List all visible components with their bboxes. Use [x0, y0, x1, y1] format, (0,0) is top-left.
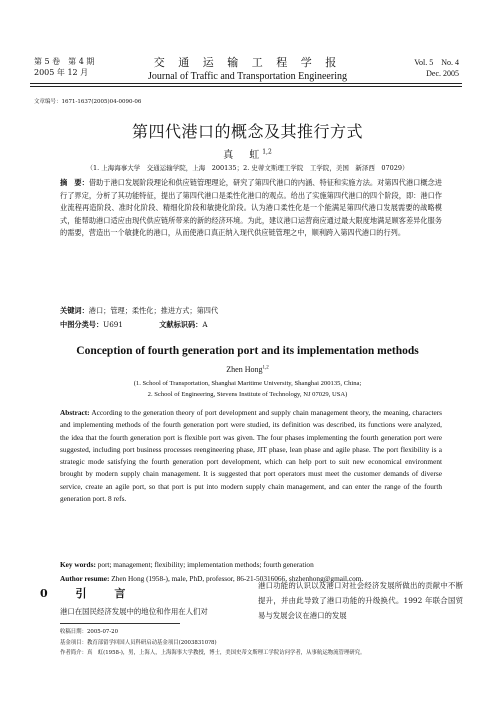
- footnote-received: 收稿日期：2005-07-20: [60, 629, 119, 635]
- affiliation-en: [40, 378, 455, 400]
- author-resume-text: Zhen Hong (1958-), male, PhD, professor, 86-21-50316066, shzhenhong@gmail.com.: [109, 574, 364, 583]
- footnote-fund: 基金项目：教育部留学回国人员科研启动基金项目(20038310?8): [60, 639, 217, 646]
- body-text-left: 港口在国民经济发展中的地位和作用在人们对: [60, 607, 208, 616]
- clc-label: 中图分类号：: [60, 320, 104, 329]
- abstract-cn-label: 摘 要：: [60, 178, 89, 187]
- abstract-en: [60, 407, 442, 505]
- footnote-author-bio: 作者简介：真 虹(1958-)，男，上海人，上海海事大学教授，博士，美国史蒂文斯理工学院访问学者，从事航运物流管理研究。: [60, 650, 366, 656]
- paper-title-cn: 第四代港口的概念及其推行方式: [131, 122, 363, 141]
- affiliation-en-line1: (1. School of Transportation, Shanghai Maritime University, Shanghai 200135, China;: [133, 380, 362, 387]
- journal-name-en: Journal of Traffic and Transportation Engineering: [148, 71, 347, 82]
- section-heading: 0 引 言: [40, 587, 138, 600]
- author-en: Zhen Hong: [226, 365, 263, 374]
- vol-en: Vol. 5 No. 4: [414, 58, 459, 67]
- author-resume-label: Author resume:: [60, 574, 110, 583]
- doc-code-label: 文献标识码：: [159, 320, 203, 329]
- journal-title-block: [130, 54, 365, 82]
- journal-volume-block: [414, 57, 459, 79]
- header-rule-thin: [30, 86, 462, 87]
- body-text-right: 港口功能的认识以及港口对社会经济发展所做出的贡献中不断提升，并由此导致了港口功能的升级换代。1992 年联合国贸易与发展会议在港口的发展: [258, 581, 463, 620]
- article-number: 文章编号：1671-1637(2005)04-0090-06: [34, 99, 142, 105]
- journal-name-cn: 交 通 运 输 工 程 学 报: [153, 56, 342, 69]
- doc-code-value: A: [202, 320, 208, 329]
- author-en-sup: 1,2: [262, 365, 269, 371]
- issue-cn: 第 5 卷 第 4 期: [34, 57, 95, 66]
- author-en-line: [40, 365, 455, 374]
- clc-value: U691: [103, 320, 123, 329]
- abstract-cn: [60, 177, 442, 240]
- classification-cn: [60, 320, 442, 330]
- abstract-en-text: According to the generation theory of port development and supply chain management theory, the meaning, characters and implementing methods of the fourth generation port were studied, its definition was described, its functions were analyzed, the idea that the fourth generation port is flexible port was given. The four phases implementing the fourth generation port were suggested, including port business processes reengineering phase, JIT phase, lean phase and agile phase. The port flexibility is a strategic mode satisfying the fourth generation port development, which can help port to suit new economical environment brought by modern supply chain management. It is suggested that port operators must meet the customer demands of diverse service, create an agile port, so that port is put into modern supply chain management, and can enter the range of the fourth generation port. 8 refs.: [60, 408, 442, 504]
- keywords-en-label: Key words:: [60, 560, 96, 569]
- keywords-cn-label: 关键词：: [60, 306, 89, 315]
- date-en: Dec. 2005: [426, 69, 459, 78]
- keywords-en: [60, 560, 442, 569]
- affiliation-en-line2: 2. School of Engineering, Stevens Institute of Technology, NJ 07029, USA): [147, 391, 348, 398]
- keywords-en-text: port; management; flexibility; implementation methods; fourth generation: [95, 560, 314, 569]
- footnote-rule: [60, 623, 180, 624]
- author-cn-line: [40, 146, 455, 161]
- affiliation-cn: （1. 上海海事大学 交通运输学院，上海 200135；2. 史蒂文斯理工学院 工学院，美国 新泽西 07029）: [86, 164, 409, 172]
- abstract-en-label: Abstract:: [60, 408, 90, 417]
- author-cn: 真 虹: [223, 150, 263, 161]
- doc-code: [159, 320, 207, 329]
- header-rule: [30, 83, 462, 84]
- abstract-cn-text: 借助于港口发展阶段理论和供应链管理理论，研究了第四代港口的内涵、特征和实施方法。对第四代港口概念进行了界定，分析了其功能特征，提出了第四代港口是柔性化港口的观点。给出了实施第四代港口的四个阶段，即：港口作业流程再造阶段、准时化阶段、精细化阶段和敏捷化阶段。认为港口柔性化是一个能满足第四代港口发展需要的战略模式，能帮助港口适应由现代供应链所带来的新的经济环境。为此，建议港口运营商应通过最大限度地满足顾客差异化服务的需要，营造出一个敏捷化的港口，从而使港口真正纳入现代供应链管理之中，顺利跨入第四代港口的行列。: [60, 178, 442, 238]
- keywords-cn: [60, 306, 442, 316]
- author-cn-sup: 1,2: [262, 148, 272, 156]
- footnotes: [60, 627, 460, 659]
- clc-number: [60, 320, 123, 329]
- journal-issue-block: [34, 56, 94, 78]
- keywords-cn-text: 港口；管理；柔性化；推进方式；第四代: [88, 306, 219, 315]
- date-cn: 2005 年 12 月: [34, 68, 89, 77]
- paper-title-en: Conception of fourth generation port and its implementation methods: [76, 345, 419, 357]
